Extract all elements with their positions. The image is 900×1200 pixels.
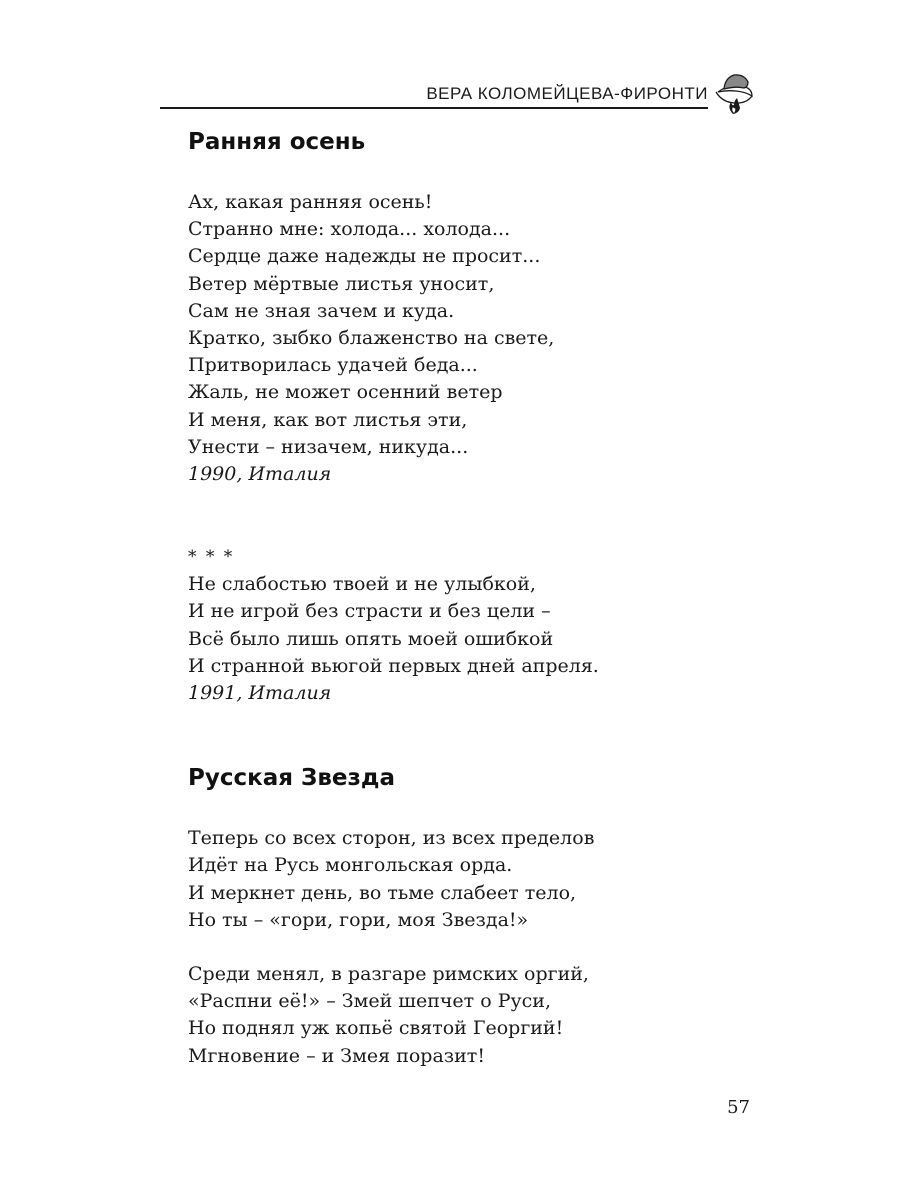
poem-line: «Распни её!» – Змей шепчет о Руси, <box>188 990 552 1013</box>
asterism-separator: * * * <box>188 547 235 568</box>
poem-line: Странно мне: холода... холода... <box>188 218 511 241</box>
poem-line: Кратко, зыбко блаженство на свете, <box>188 327 555 350</box>
poem-line: Теперь со всех сторон, из всех пределов <box>188 827 595 850</box>
poem-dateline: 1991, Италия <box>188 682 332 705</box>
poem-line: Идёт на Русь монгольская орда. <box>188 854 513 877</box>
poem-untitled <box>188 544 768 707</box>
poem-line: И странной вьюгой первых дней апреля. <box>188 654 599 677</box>
poem-line: Унести – низачем, никуда... <box>188 435 469 458</box>
author-name: ВЕРА КОЛОМЕЙЦЕВА-ФИРОНТИ <box>426 84 708 103</box>
poem-line: Всё было лишь опять моей ошибкой <box>188 627 554 650</box>
stanza <box>188 825 768 934</box>
poem-line: Притворилась удачей беда... <box>188 354 478 377</box>
hat-with-flame-icon <box>712 70 756 114</box>
poem-line: Сам не зная зачем и куда. <box>188 299 455 322</box>
poem-line: Мгновение – и Змея поразит! <box>188 1044 485 1067</box>
poem-line: Но ты – «гори, гори, моя Звезда!» <box>188 908 529 931</box>
poem-russian-star <box>188 762 768 1070</box>
running-header <box>160 70 756 114</box>
poem-line: И меркнет день, во тьме слабеет тело, <box>188 881 577 904</box>
stanza <box>188 961 768 1070</box>
poem-title: Ранняя осень <box>188 129 366 155</box>
stanza <box>188 571 768 707</box>
poem-line: Сердце даже надежды не просит... <box>188 245 541 268</box>
poem-line: Но поднял уж копьё святой Георгий! <box>188 1017 564 1040</box>
poem-line: И меня, как вот листья эти, <box>188 408 468 431</box>
poem-line: Жаль, не может осенний ветер <box>188 381 503 404</box>
poem-line: Ах, какая ранняя осень! <box>188 191 433 213</box>
page-content <box>188 126 768 1070</box>
page-number: 57 <box>727 1097 750 1118</box>
poem-line: Среди менял, в разгаре римских оргий, <box>188 963 589 986</box>
poem-early-autumn <box>188 126 768 488</box>
poem-line: Ветер мёртвые листья уносит, <box>188 272 495 295</box>
poem-dateline: 1990, Италия <box>188 463 332 486</box>
poem-line: И не игрой без страсти и без цели – <box>188 600 551 623</box>
poem-line: Не слабостью твоей и не улыбкой, <box>188 573 536 596</box>
stanza <box>188 189 768 488</box>
header-rule <box>160 107 708 109</box>
poem-title: Русская Звезда <box>188 765 395 792</box>
